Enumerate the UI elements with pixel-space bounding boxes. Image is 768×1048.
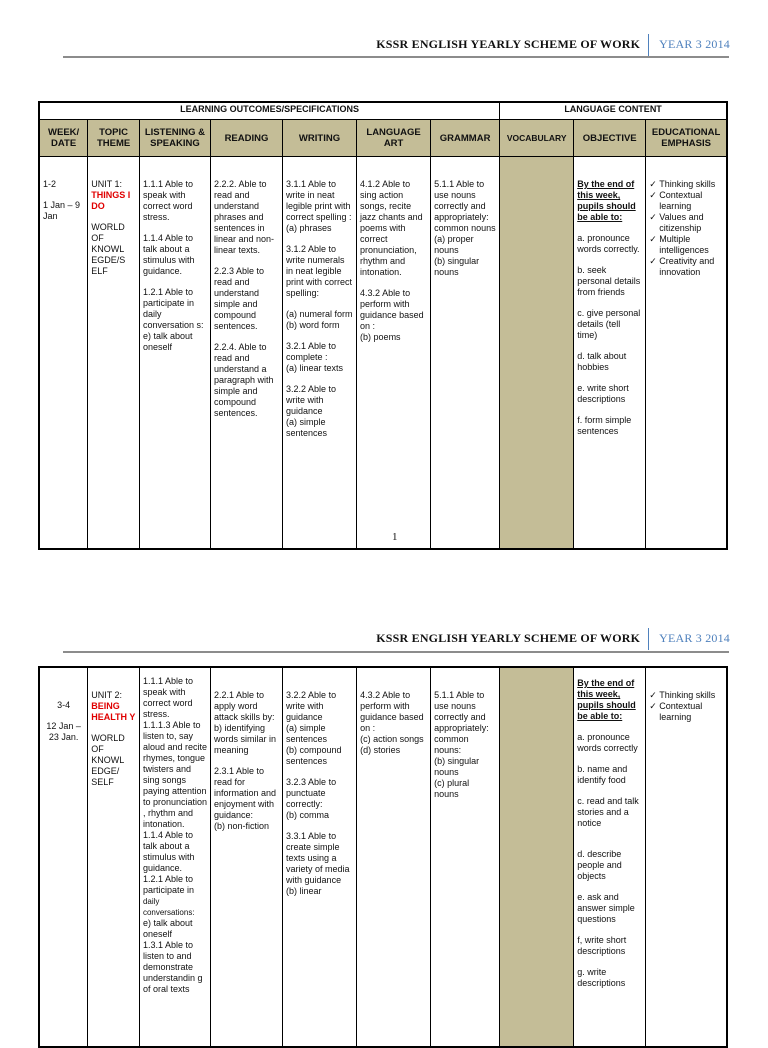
header-title: KSSR ENGLISH YEARLY SCHEME OF WORK — [376, 630, 641, 645]
cell-topic — [88, 157, 140, 549]
week-range: 3-4 — [57, 700, 71, 710]
outcome: 5.1.1 Able to use nouns correctly and appropriately: common nouns (a) proper nouns (b) singular nouns — [434, 179, 496, 277]
week-dates: 1 Jan – 9 Jan — [43, 200, 81, 221]
page-header — [0, 628, 730, 650]
objective-item: g. write descriptions — [577, 967, 626, 988]
objective-item: d. describe people and objects — [577, 849, 622, 881]
col-header-grammar: GRAMMAR — [431, 120, 500, 157]
emphasis-item: ✓ Contextual learning — [649, 701, 723, 723]
page-header — [0, 34, 730, 56]
objective-item: f, write short descriptions — [577, 935, 627, 956]
outcome: 1.1.4 Able to talk about a stimulus with guidance. — [142, 233, 195, 276]
cell-grammar — [431, 667, 500, 1047]
objective-item: f. form simple sentences — [577, 415, 632, 436]
header-year: YEAR 3 2014 — [659, 630, 730, 645]
outcome: 3.2.2 Able to write with guidance (a) simple sentences — [285, 384, 337, 438]
cell-vocabulary — [500, 157, 574, 549]
unit-title: THINGS I DO — [91, 190, 131, 211]
outcome: 1.2.1 Able to participate in daily conversation s: e) talk about oneself — [142, 287, 204, 352]
week-range: 1-2 — [43, 179, 57, 189]
cell-language-art — [357, 667, 431, 1047]
outcome: 3.1.2 Able to write numerals in neat legible print with correct spelling: — [285, 244, 353, 298]
cell-objective — [574, 157, 646, 549]
cell-listening — [139, 667, 210, 1047]
outcome: 4.3.2 Able to perform with guidance based on : (c) action songs (d) stories — [360, 690, 424, 755]
emphasis-item: ✓ Thinking skills — [649, 690, 723, 701]
outcome: 2.2.2. Able to read and understand phrases and sentences in linear and non-linear texts. — [213, 179, 274, 255]
cell-objective — [574, 667, 646, 1047]
objective-item: d. talk about hobbies — [577, 351, 627, 372]
cell-reading — [210, 157, 282, 549]
outcome: 2.2.4. Able to read and understand a paragraph with simple and compound sentences. — [213, 342, 274, 418]
unit-theme: WORLD OF KNOWL EDGE/ SELF — [91, 733, 125, 787]
objective-item: e. ask and answer simple questions — [577, 892, 635, 924]
col-header-language-art: LANGUAGE ART — [357, 120, 431, 157]
outcome: 4.1.2 Able to sing action songs, recite jazz chants and poems with correct pronunciation, rhythm and intonation. — [360, 179, 423, 277]
emphasis-list — [649, 179, 723, 278]
unit-label: UNIT 1: — [91, 179, 123, 189]
outcome: 2.2.1 Able to apply word attack skills by: b) identifying words similar in meaning — [213, 690, 276, 755]
col-header-emphasis: EDUCATIONAL EMPHASIS — [646, 120, 727, 157]
outcome: 3.2.3 Able to punctuate correctly: (b) comma — [286, 777, 337, 820]
outcome: 3.3.1 Able to create simple texts using a variety of media with guidance (b) linear — [286, 831, 350, 896]
cell-week — [39, 667, 88, 1047]
header-title: KSSR ENGLISH YEARLY SCHEME OF WORK — [376, 36, 641, 51]
col-header-topic: TOPIC THEME — [88, 120, 140, 157]
emphasis-item: ✓ Thinking skills — [649, 179, 723, 190]
objective-item: a. pronounce words correctly — [577, 732, 638, 753]
emphasis-item: ✓ Creativity and innovation — [649, 256, 723, 278]
page-number: 1 — [392, 531, 398, 543]
week-dates: 12 Jan – 23 Jan. — [46, 721, 81, 742]
scheme-table — [38, 666, 728, 1048]
emphasis-item: ✓ Contextual learning — [649, 190, 723, 212]
objective-item: c. read and talk stories and a notice — [577, 796, 639, 828]
cell-listening — [139, 157, 210, 549]
col-header-vocabulary: VOCABULARY — [500, 120, 574, 157]
outcome: 1.1.1 Able to speak with correct word stress. — [142, 179, 193, 222]
outcome: 2.2.3 Able to read and understand simple and compound sentences. — [213, 266, 264, 331]
col-header-writing: WRITING — [282, 120, 356, 157]
outcome: e) talk about oneself 1.3.1 Able to listen to and demonstrate understandin g of oral texts — [142, 918, 203, 994]
header-rule — [63, 56, 729, 58]
col-header-week: WEEK/ DATE — [39, 120, 88, 157]
group-header-language: LANGUAGE CONTENT — [500, 102, 727, 120]
col-header-listening: LISTENING & SPEAKING — [139, 120, 210, 157]
col-header-reading: READING — [210, 120, 282, 157]
objective-item: c. give personal details (tell time) — [577, 308, 641, 340]
outcome: 4.3.2 Able to perform with guidance based on : (b) poems — [360, 288, 424, 342]
outcome: 1.1.1 Able to speak with correct word stress. 1.1.1.3 Able to listen to, say aloud and recite rhymes, tongue twisters and sing songs paying attention to pronunciation , rhythm and intonation. 1.1.4 Able to talk about a stimulus with guidance. 1.2.1 Able to participate in — [142, 676, 207, 895]
unit-title: BEING HEALTH Y — [91, 701, 136, 722]
emphasis-item: ✓ Values and citizenship — [649, 212, 723, 234]
cell-writing — [282, 157, 356, 549]
unit-theme: WORLD OF KNOWL EGDE/S ELF — [91, 222, 126, 276]
cell-grammar — [431, 157, 500, 549]
objective-item: a. pronounce words correctly. — [577, 233, 640, 254]
cell-reading — [210, 667, 282, 1047]
header-year: YEAR 3 2014 — [659, 36, 730, 51]
objective-intro: By the end of this week, pupils should be able to: — [577, 678, 636, 721]
outcome: 3.1.1 Able to write in neat legible print with correct spelling : (a) phrases — [285, 179, 352, 233]
objective-intro: By the end of this week, pupils should be able to: — [577, 179, 636, 222]
outcome: 3.2.2 Able to write with guidance (a) simple sentences (b) compound sentences — [286, 690, 342, 766]
outcome: (a) numeral form (b) word form — [285, 309, 353, 330]
objective-item: b. name and identify food — [577, 764, 628, 785]
group-header-learning: LEARNING OUTCOMES/SPECIFICATIONS — [39, 102, 500, 120]
objective-item: b. seek personal details from friends — [577, 265, 641, 297]
outcome: 5.1.1 Able to use nouns correctly and appropriately: common nouns: (b) singular nouns (c) plural nouns — [434, 690, 489, 799]
header-separator — [648, 628, 649, 650]
scheme-table — [38, 101, 728, 550]
header-rule — [63, 651, 729, 653]
cell-emphasis — [646, 667, 727, 1047]
unit-label: UNIT 2: — [91, 690, 123, 700]
cell-topic — [88, 667, 140, 1047]
cell-writing — [283, 667, 357, 1047]
emphasis-item: ✓ Multiple intelligences — [649, 234, 723, 256]
header-separator — [648, 34, 649, 56]
cell-vocabulary — [500, 667, 574, 1047]
objective-item: e. write short descriptions — [577, 383, 629, 404]
outcome: daily conversations: — [142, 897, 195, 917]
cell-emphasis — [646, 157, 727, 549]
col-header-objective: OBJECTIVE — [574, 120, 646, 157]
emphasis-list — [649, 690, 723, 723]
cell-week — [39, 157, 88, 549]
outcome: 2.3.1 Able to read for information and enjoyment with guidance: (b) non-fiction — [213, 766, 277, 831]
cell-language-art — [357, 157, 431, 549]
outcome: 3.2.1 Able to complete : (a) linear texts — [285, 341, 344, 373]
